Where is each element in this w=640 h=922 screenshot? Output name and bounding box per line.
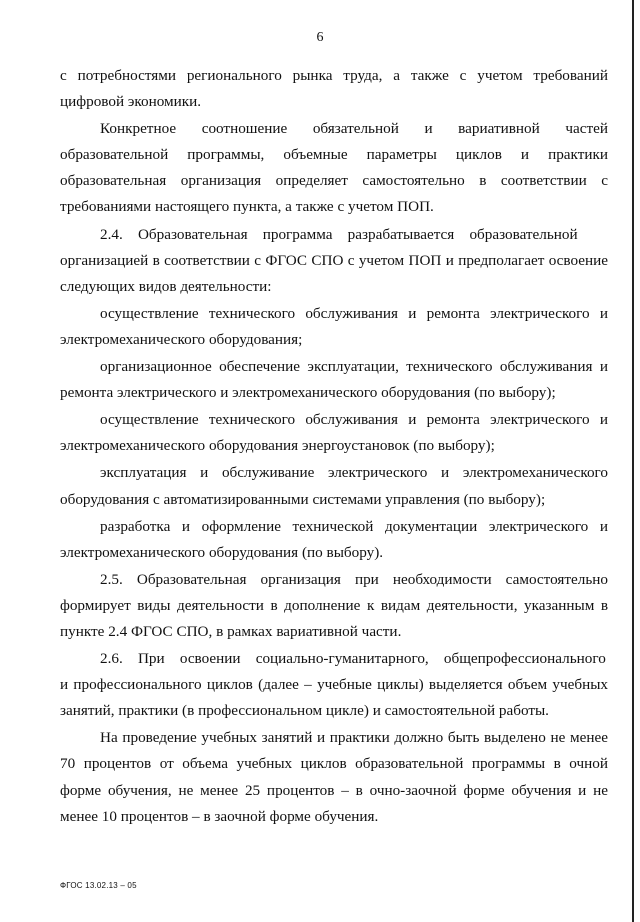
- paragraph-2-5: 2.5. Образовательная организация при необходимости самостоятельно формирует виды деятельности в дополнение к видам деятельности, указанным в пункте 2.4 ФГОС СПО, в рамках вариативной части.: [60, 570, 608, 640]
- activity-item-maintenance: осуществление технического обслуживания и ремонта электрического и электромеханического оборудования;: [60, 304, 608, 348]
- paragraph-2-6: 2.6. При освоении социально-гуманитарного, общепрофессионального и профессионального циклов (далее – учебные циклы) выделяется объем учебных занятий, практики (в профессиональном цикле) и самостоятельной работы.: [60, 650, 608, 720]
- activity-item-organization: организационное обеспечение эксплуатации, технического обслуживания и ремонта электрического и электромеханического оборудования (по выбору);: [60, 358, 608, 402]
- paragraph-hours-allocation: На проведение учебных занятий и практики должно быть выделено не менее 70 процентов от объема учебных циклов образовательной программы в очной форме обучения, не менее 25 процентов – в очно-заочной форме обучения и не менее 10 процентов – в заочной форме обучения.: [60, 729, 608, 825]
- paragraph-program-ratio: Конкретное соотношение обязательной и вариативной частей образовательной программы, объемные параметры циклов и практики образовательная организация определяет самостоятельно в соответствии с требованиями настоящего пункта, а также с учетом ПОП.: [60, 120, 608, 216]
- activity-item-automated-systems: эксплуатация и обслуживание электрического и электромеханического оборудования с автоматизированными системами управления (по выбору);: [60, 464, 608, 508]
- document-body: [60, 63, 608, 830]
- paragraph-2-4: 2.4. Образовательная программа разрабатывается образовательной организацией в соответствии с ФГОС СПО с учетом ПОП и предполагает освоение следующих видов деятельности:: [60, 225, 608, 295]
- page-number: 6: [316, 30, 324, 45]
- activity-item-documentation: разработка и оформление технической документации электрического и электромеханического оборудования (по выбору).: [60, 517, 608, 561]
- scan-edge-line: [632, 0, 634, 922]
- activity-item-power-plants: осуществление технического обслуживания и ремонта электрического и электромеханического оборудования энергоустановок (по выбору);: [60, 411, 608, 455]
- footer-standard-code: ФГОС 13.02.13 – 05: [60, 881, 137, 890]
- paragraph-continuation: с потребностями регионального рынка труда, а также с учетом требований цифровой экономики.: [60, 67, 608, 111]
